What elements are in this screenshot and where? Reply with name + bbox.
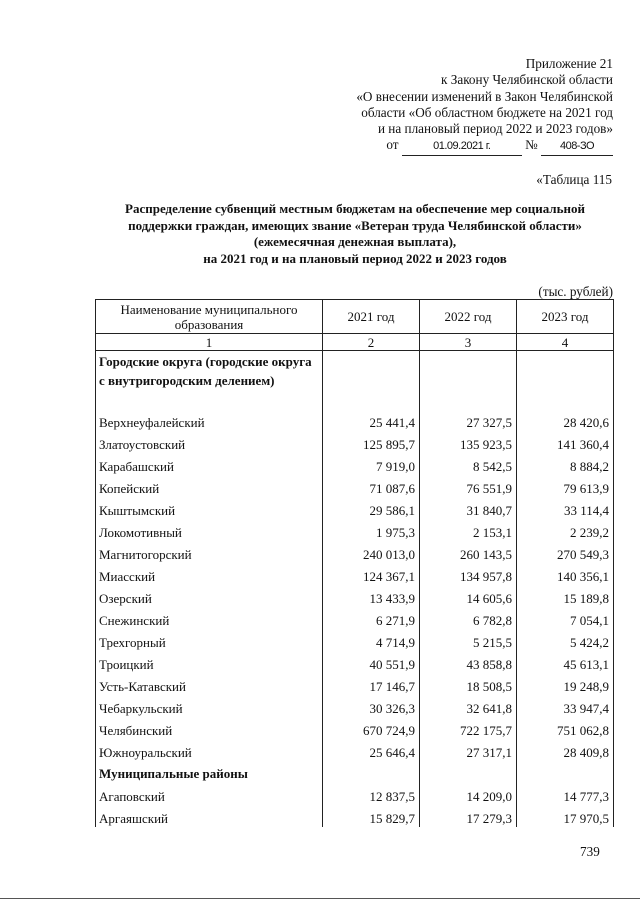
amount-cell: 5 215,5 [420, 629, 517, 651]
section-title: Муниципальные районы [96, 761, 323, 783]
amount-cell: 17 970,5 [517, 805, 614, 827]
column-number: 4 [517, 334, 614, 351]
amount-cell: 14 605,6 [420, 585, 517, 607]
municipality-name: Челябинский [96, 717, 323, 739]
municipality-name: Копейский [96, 475, 323, 497]
amount-cell: 30 326,3 [323, 695, 420, 717]
empty-cell [420, 761, 517, 783]
from-label: от [386, 137, 399, 153]
table-header-row [96, 300, 614, 334]
table-row [96, 563, 614, 585]
municipality-name: Верхнеуфалейский [96, 409, 323, 431]
amount-cell: 140 356,1 [517, 563, 614, 585]
table-row [96, 541, 614, 563]
units-label: (тыс. рублей) [538, 284, 613, 299]
empty-cell [517, 351, 614, 410]
amount-cell: 8 884,2 [517, 453, 614, 475]
amount-cell: 5 424,2 [517, 629, 614, 651]
column-number-row [96, 334, 614, 351]
bottom-divider [0, 898, 640, 899]
municipality-name: Трехгорный [96, 629, 323, 651]
table-row [96, 475, 614, 497]
amount-cell: 4 714,9 [323, 629, 420, 651]
amount-cell: 270 549,3 [517, 541, 614, 563]
amount-cell: 27 317,1 [420, 739, 517, 761]
amount-cell: 124 367,1 [323, 563, 420, 585]
column-header: 2022 год [420, 300, 517, 334]
amount-cell: 13 433,9 [323, 585, 420, 607]
subsidy-table [95, 299, 614, 827]
amount-cell: 7 919,0 [323, 453, 420, 475]
amount-cell: 28 409,8 [517, 739, 614, 761]
table-row [96, 497, 614, 519]
municipality-name: Кыштымский [96, 497, 323, 519]
amount-cell: 27 327,5 [420, 409, 517, 431]
amount-cell: 17 279,3 [420, 805, 517, 827]
table-row [96, 409, 614, 431]
column-number: 1 [96, 334, 323, 351]
title-line: Распределение субвенций местным бюджетам на обеспечение мер социальной [125, 201, 585, 216]
municipality-name: Усть-Катавский [96, 673, 323, 695]
title-line: на 2021 год и на плановый период 2022 и 2023 годов [203, 250, 507, 266]
municipality-name: Миасский [96, 563, 323, 585]
empty-cell [323, 761, 420, 783]
table-row [96, 453, 614, 475]
amount-cell: 2 239,2 [517, 519, 614, 541]
empty-cell [517, 761, 614, 783]
amount-cell: 29 586,1 [323, 497, 420, 519]
table-row [96, 805, 614, 827]
empty-cell [420, 351, 517, 410]
section-row [96, 761, 614, 783]
municipality-name: Южноуральский [96, 739, 323, 761]
municipality-name: Карабашский [96, 453, 323, 475]
municipality-name: Чебаркульский [96, 695, 323, 717]
column-header: Наименование муниципального образования [96, 300, 323, 334]
table-body [96, 351, 614, 828]
amount-cell: 2 153,1 [420, 519, 517, 541]
table-row [96, 783, 614, 805]
section-row [96, 351, 614, 410]
amount-cell: 1 975,3 [323, 519, 420, 541]
table-row [96, 739, 614, 761]
table-row [96, 673, 614, 695]
amount-cell: 6 782,8 [420, 607, 517, 629]
amount-cell: 32 641,8 [420, 695, 517, 717]
header-line: к Закону Челябинской области [441, 72, 613, 88]
amount-cell: 25 441,4 [323, 409, 420, 431]
amount-cell: 45 613,1 [517, 651, 614, 673]
amount-cell: 134 957,8 [420, 563, 517, 585]
municipality-name: Аргаяшский [96, 805, 323, 827]
amount-cell: 240 013,0 [323, 541, 420, 563]
amount-cell: 76 551,9 [420, 475, 517, 497]
amount-cell: 79 613,9 [517, 475, 614, 497]
header-line: Приложение 21 [525, 56, 613, 71]
page-number: 739 [580, 844, 600, 859]
column-header: 2023 год [517, 300, 614, 334]
table-row [96, 651, 614, 673]
municipality-name: Локомотивный [96, 519, 323, 541]
title-line: (ежемесячная денежная выплата), [253, 234, 457, 249]
amount-cell: 31 840,7 [420, 497, 517, 519]
table-label: «Таблица 115 [536, 172, 612, 187]
law-date-number-line [356, 137, 613, 155]
municipality-name: Магнитогорский [96, 541, 323, 563]
table-row [96, 607, 614, 629]
amount-cell: 28 420,6 [517, 409, 614, 431]
amount-cell: 33 114,4 [517, 497, 614, 519]
amount-cell: 14 777,3 [517, 783, 614, 805]
empty-cell [323, 351, 420, 410]
amount-cell: 15 189,8 [517, 585, 614, 607]
amount-cell: 7 054,1 [517, 607, 614, 629]
column-number: 2 [323, 334, 420, 351]
amount-cell: 135 923,5 [420, 431, 517, 453]
municipality-name: Агаповский [96, 783, 323, 805]
municipality-name: Снежинский [96, 607, 323, 629]
amount-cell: 15 829,7 [323, 805, 420, 827]
amount-cell: 125 895,7 [323, 431, 420, 453]
amount-cell: 670 724,9 [323, 717, 420, 739]
law-number: 408-ЗО [541, 138, 613, 155]
amount-cell: 18 508,5 [420, 673, 517, 695]
amount-cell: 14 209,0 [420, 783, 517, 805]
amount-cell: 722 175,7 [420, 717, 517, 739]
table-row [96, 629, 614, 651]
amount-cell: 12 837,5 [323, 783, 420, 805]
amount-cell: 141 360,4 [517, 431, 614, 453]
amount-cell: 71 087,6 [323, 475, 420, 497]
header-line: и на плановый период 2022 и 2023 годов» [377, 121, 613, 137]
municipality-name: Озерский [96, 585, 323, 607]
municipality-name: Златоустовский [96, 431, 323, 453]
header-line: «О внесении изменений в Закон Челябинской [356, 88, 613, 104]
amount-cell: 19 248,9 [517, 673, 614, 695]
header-line: области «Об областном бюджете на 2021 год [361, 104, 613, 120]
section-title: Городские округа (городские округа с внутригородским делением) [96, 351, 323, 410]
amount-cell: 33 947,4 [517, 695, 614, 717]
amount-cell: 40 551,9 [323, 651, 420, 673]
number-label: № [525, 137, 538, 153]
table-row [96, 717, 614, 739]
table-row [96, 695, 614, 717]
document-title [90, 201, 620, 267]
table-row [96, 519, 614, 541]
amount-cell: 6 271,9 [323, 607, 420, 629]
column-number: 3 [420, 334, 517, 351]
amount-cell: 43 858,8 [420, 651, 517, 673]
amount-cell: 260 143,5 [420, 541, 517, 563]
title-line: поддержки граждан, имеющих звание «Ветеран труда Челябинской области» [128, 217, 582, 233]
amount-cell: 8 542,5 [420, 453, 517, 475]
appendix-header [356, 56, 613, 156]
municipality-name: Троицкий [96, 651, 323, 673]
amount-cell: 25 646,4 [323, 739, 420, 761]
amount-cell: 751 062,8 [517, 717, 614, 739]
table-row [96, 431, 614, 453]
table-row [96, 585, 614, 607]
law-date: 01.09.2021 г. [402, 138, 522, 155]
column-header: 2021 год [323, 300, 420, 334]
amount-cell: 17 146,7 [323, 673, 420, 695]
